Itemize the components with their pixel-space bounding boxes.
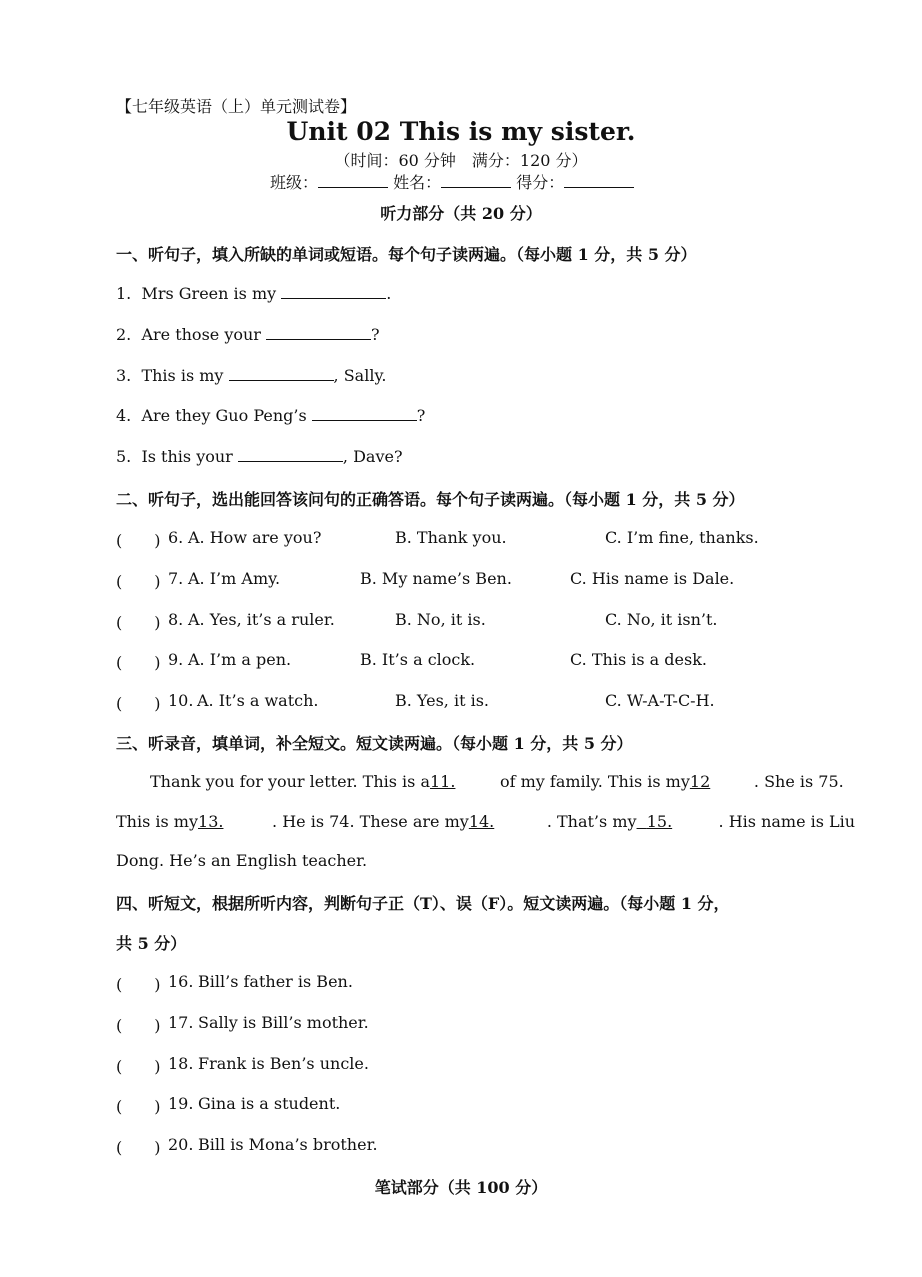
part3-instruction: 三、听录音，填单词，补全短文。短文读两遍。（每小题 1 分，共 5 分）	[116, 734, 633, 753]
statement: Bill’s father is Ben.	[198, 972, 353, 991]
paren[interactable]: ( )	[116, 1097, 161, 1116]
answer-blank[interactable]	[281, 284, 386, 299]
passage-text: . That’s my	[546, 812, 637, 831]
question-number: 20.	[168, 1135, 194, 1154]
question-number: 5.	[116, 447, 132, 466]
option-a: A. I’m Amy.	[188, 569, 281, 588]
paren[interactable]: ( )	[116, 572, 161, 591]
part4-instruction: 四、听短文，根据所听内容，判断句子正（T）、误（F）。短文读两遍。（每小题 1 分，	[116, 894, 730, 913]
info-line	[270, 170, 634, 193]
question-number: 3.	[116, 366, 132, 385]
score-label: 得分：	[516, 173, 565, 192]
question-end: .	[386, 284, 392, 303]
paren[interactable]: ( )	[116, 1016, 161, 1035]
blank-number: 11.	[429, 772, 456, 791]
question-end: , Dave?	[342, 447, 403, 466]
question-2	[116, 325, 380, 344]
answer-blank[interactable]	[312, 406, 417, 421]
paren[interactable]: ( )	[116, 653, 161, 672]
paren[interactable]: ( )	[116, 975, 161, 994]
option-b: B. No, it is.	[395, 610, 486, 629]
series-label: 【七年级英语（上）单元测试卷】	[116, 97, 357, 116]
written-heading: 笔试部分（共 100 分）	[374, 1178, 548, 1197]
passage-text: This is my	[116, 812, 199, 831]
question-end: ?	[416, 406, 426, 425]
passage-line-2	[116, 812, 855, 831]
passage-line-1	[150, 772, 844, 791]
question-number: 19.	[168, 1094, 194, 1113]
score-field[interactable]	[564, 173, 634, 188]
blank-number: 13.	[198, 812, 224, 831]
question-4	[116, 406, 425, 425]
passage-text: of my family. This is my	[499, 772, 690, 791]
option-c: C. His name is Dale.	[570, 569, 735, 588]
page-title: Unit 02 This is my sister.	[286, 117, 636, 146]
passage-text: . He is 74. These are my	[272, 812, 469, 831]
paren[interactable]: ( )	[116, 694, 161, 713]
question-number: 1.	[116, 284, 132, 303]
answer-blank[interactable]	[229, 366, 334, 381]
question-number: 17.	[168, 1013, 194, 1032]
time-score-line: （时间：60 分钟 满分：120 分）	[334, 151, 588, 170]
option-b: B. Thank you.	[395, 528, 507, 547]
option-c: C. No, it isn’t.	[605, 610, 718, 629]
paren[interactable]: ( )	[116, 1057, 161, 1076]
option-c: C. W-A-T-C-H.	[605, 691, 715, 710]
question-number: 2.	[116, 325, 132, 344]
question-end: ?	[371, 325, 380, 344]
part1-instruction: 一、听句子，填入所缺的单词或短语。每个句子读两遍。（每小题 1 分，共 5 分）	[116, 245, 697, 264]
answer-blank[interactable]	[266, 325, 371, 340]
statement: Frank is Ben’s uncle.	[198, 1054, 369, 1073]
option-b: B. My name’s Ben.	[360, 569, 512, 588]
blank-number: 15.	[646, 812, 673, 831]
name-field[interactable]	[441, 173, 511, 188]
listening-heading: 听力部分（共 20 分）	[380, 204, 542, 223]
question-number: 4.	[116, 406, 132, 425]
blank-13[interactable]	[198, 812, 272, 831]
class-field[interactable]	[318, 173, 388, 188]
question-number: 16.	[168, 972, 194, 991]
blank-12[interactable]	[690, 772, 754, 791]
question-text: Are they Guo Peng’s	[141, 406, 307, 425]
question-number: 6.	[168, 528, 184, 547]
passage-text: . His name is Liu	[718, 812, 856, 831]
option-b: B. It’s a clock.	[360, 650, 476, 669]
option-a: A. How are you?	[188, 528, 322, 547]
paren[interactable]: ( )	[116, 1138, 161, 1157]
blank-15[interactable]	[637, 812, 719, 831]
option-a: A. Yes, it’s a ruler.	[188, 610, 335, 629]
paren[interactable]: ( )	[116, 613, 161, 632]
question-text: Is this your	[141, 447, 233, 466]
statement: Bill is Mona’s brother.	[198, 1135, 378, 1154]
name-label: 姓名：	[393, 173, 442, 192]
blank-number: 14.	[468, 812, 495, 831]
passage-text: . She is 75.	[753, 772, 844, 791]
blank-number: 12	[689, 772, 711, 791]
statement: Gina is a student.	[198, 1094, 341, 1113]
passage-text: Thank you for your letter. This is a	[150, 772, 430, 791]
question-3	[116, 366, 386, 385]
question-text: Mrs Green is my	[141, 284, 277, 303]
answer-blank[interactable]	[238, 447, 343, 462]
option-a: A. I’m a pen.	[188, 650, 292, 669]
question-text: Are those your	[141, 325, 261, 344]
part4-instruction-cont: 共 5 分）	[116, 934, 187, 953]
question-text: This is my	[141, 366, 224, 385]
part2-instruction: 二、听句子，选出能回答该问句的正确答语。每个句子读两遍。（每小题 1 分，共 5 分）	[116, 490, 745, 509]
question-number: 9.	[168, 650, 184, 669]
paren[interactable]: ( )	[116, 531, 161, 550]
option-c: C. This is a desk.	[570, 650, 707, 669]
option-b: B. Yes, it is.	[395, 691, 489, 710]
blank-14[interactable]	[469, 812, 547, 831]
class-label: 班级：	[270, 173, 319, 192]
question-number: 10.	[168, 691, 194, 710]
question-number: 7.	[168, 569, 184, 588]
question-number: 8.	[168, 610, 184, 629]
passage-line-3: Dong. He’s an English teacher.	[116, 851, 368, 870]
question-number: 18.	[168, 1054, 194, 1073]
statement: Sally is Bill’s mother.	[198, 1013, 369, 1032]
option-c: C. I’m fine, thanks.	[605, 528, 759, 547]
question-5	[116, 447, 403, 466]
question-1	[116, 284, 391, 303]
option-a: A. It’s a watch.	[197, 691, 319, 710]
blank-11[interactable]	[430, 772, 500, 791]
question-end: , Sally.	[333, 366, 387, 385]
